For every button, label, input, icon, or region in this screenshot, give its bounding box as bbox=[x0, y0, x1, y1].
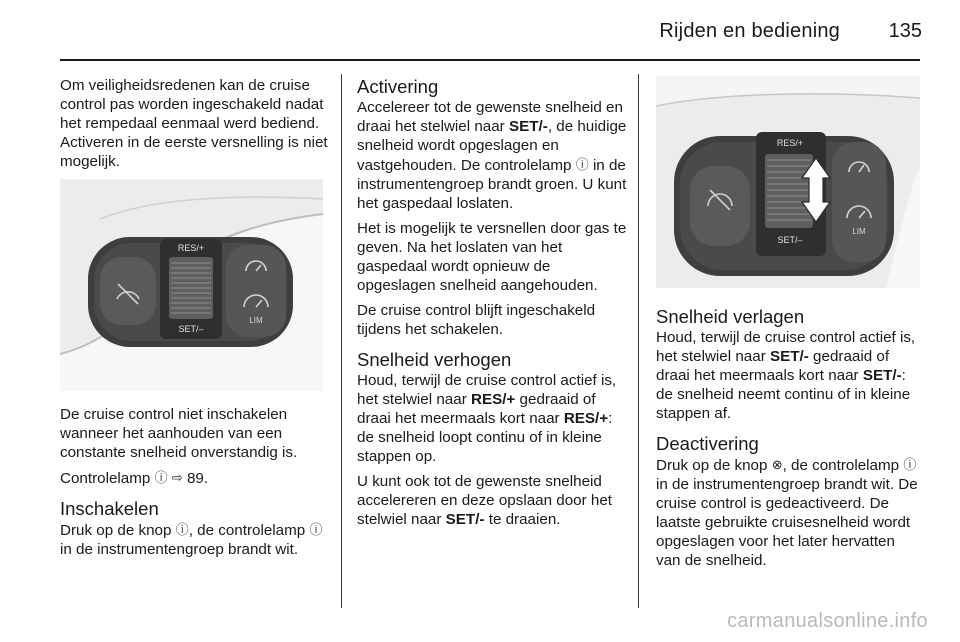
cruise-button-icon: ⓘ bbox=[175, 522, 189, 537]
inschakelen-text-a: Druk op de knop bbox=[60, 522, 172, 539]
lim-label: LIM bbox=[249, 316, 263, 325]
inschakelen-text-c: in de instrumentengroep brandt wit. bbox=[60, 541, 299, 558]
activering-set: SET/- bbox=[508, 118, 548, 135]
verlagen-set-2: SET/- bbox=[862, 367, 902, 384]
verlagen-set-1: SET/- bbox=[769, 348, 809, 365]
cruise-lamp-icon-4: ⓘ bbox=[903, 457, 917, 472]
verhogen-text-c: : de snelheid loopt continu of in kleine stappen op. bbox=[357, 410, 613, 465]
controlelamp-ref bbox=[60, 468, 328, 488]
store-text-b: te draaien. bbox=[488, 511, 561, 528]
res-label: RES/+ bbox=[177, 243, 205, 253]
cruise-lamp-icon: ⓘ bbox=[154, 470, 168, 485]
lim-label-2: LIM bbox=[852, 227, 866, 236]
intro-paragraph: Om veiligheidsredenen kan de cruise control pas worden ingeschakeld nadat het rempedaal eenmaal werd bediend. Activeren in de eerste versnelling is niet mogelijk. bbox=[60, 77, 328, 170]
activering-text-b: , de huidige snelheid wordt opgeslagen en vastgehouden. De controlelamp bbox=[357, 118, 627, 174]
store-speed-paragraph bbox=[357, 472, 627, 529]
deactivering-text-c: in de instrumentengroep brandt wit. De cruise control is gedeactiveerd. De laatste gebruikte cruisesnelheid wordt opgeslagen voor het later hervatten van de snelheid. bbox=[656, 476, 918, 569]
verhogen-text-a: Houd, terwijl de cruise control actief is, het stelwiel naar bbox=[357, 372, 617, 408]
verhogen-text-b: gedraaid of draai het meermaals kort naar bbox=[357, 391, 596, 427]
set-label-2: SET/– bbox=[777, 235, 803, 245]
page-header-title: Rijden en bediening bbox=[659, 20, 840, 42]
header-rule bbox=[60, 59, 920, 61]
verlagen-text-a: Houd, terwijl de cruise control actief is, het stelwiel naar bbox=[656, 329, 916, 365]
cruise-lamp-icon-2: ⓘ bbox=[309, 522, 323, 537]
steering-wheel-controls-figure-2 bbox=[656, 76, 920, 288]
deactivering-heading: Deactivering bbox=[656, 433, 759, 454]
activering-paragraph bbox=[357, 98, 627, 213]
store-set: SET/- bbox=[445, 511, 485, 528]
inschakelen-heading: Inschakelen bbox=[60, 498, 159, 519]
controlelamp-label: Controlelamp bbox=[60, 470, 151, 487]
caption-paragraph: De cruise control niet inschakelen wanneer het aanhouden van een constante snelheid onverstandig is. bbox=[60, 406, 298, 461]
activering-heading: Activering bbox=[357, 76, 439, 97]
column-1 bbox=[60, 76, 328, 565]
verlagen-text-b: gedraaid of draai het meermaals kort naar bbox=[656, 348, 890, 384]
verhogen-paragraph bbox=[357, 371, 627, 466]
watermark: carmanualsonline.info bbox=[727, 610, 928, 632]
res-label-2: RES/+ bbox=[776, 138, 804, 148]
arrow-icon: ⇨ bbox=[171, 470, 183, 485]
inschakelen-text-b: , de controlelamp bbox=[188, 522, 306, 539]
column-divider-2 bbox=[638, 74, 639, 608]
column-2 bbox=[357, 76, 627, 535]
controlelamp-page-ref: 89. bbox=[186, 470, 209, 487]
store-text-a: U kunt ook tot de gewenste snelheid accelereren en deze opslaan door het stelwiel naar bbox=[357, 473, 612, 528]
accelerate-paragraph: Het is mogelijk te versnellen door gas te geven. Na het loslaten van het gaspedaal wordt opnieuw de opgeslagen snelheid aangehouden. bbox=[357, 220, 627, 294]
verhogen-res-1: RES/+ bbox=[470, 391, 516, 408]
page-number: 135 bbox=[888, 20, 922, 42]
deactivering-text-a: Druk op de knop bbox=[656, 457, 768, 474]
activering-text-c: in de instrumentengroep brandt groen. U kunt het gaspedaal loslaten. bbox=[357, 157, 627, 212]
column-3 bbox=[656, 76, 922, 576]
verlagen-paragraph bbox=[656, 328, 922, 423]
cruise-lamp-icon-3: ⓘ bbox=[575, 157, 589, 172]
activering-text-a: Accelereer tot de gewenste snelheid en draai het stelwiel naar bbox=[357, 99, 623, 135]
cancel-button-icon: ⊗ bbox=[771, 457, 783, 472]
set-label: SET/– bbox=[178, 324, 204, 334]
shifting-paragraph: De cruise control blijft ingeschakeld tijdens het schakelen. bbox=[357, 302, 596, 338]
verhogen-res-2: RES/+ bbox=[563, 410, 609, 427]
deactivering-paragraph bbox=[656, 455, 922, 570]
inschakelen-paragraph bbox=[60, 520, 328, 559]
steering-wheel-controls-figure-1 bbox=[60, 179, 323, 391]
column-divider-1 bbox=[341, 74, 342, 608]
verlagen-text-c: : de snelheid neemt continu of in kleine stappen af. bbox=[656, 367, 911, 422]
deactivering-text-b: , de controlelamp bbox=[782, 457, 900, 474]
verhogen-heading: Snelheid verhogen bbox=[357, 349, 512, 370]
verlagen-heading: Snelheid verlagen bbox=[656, 306, 805, 327]
